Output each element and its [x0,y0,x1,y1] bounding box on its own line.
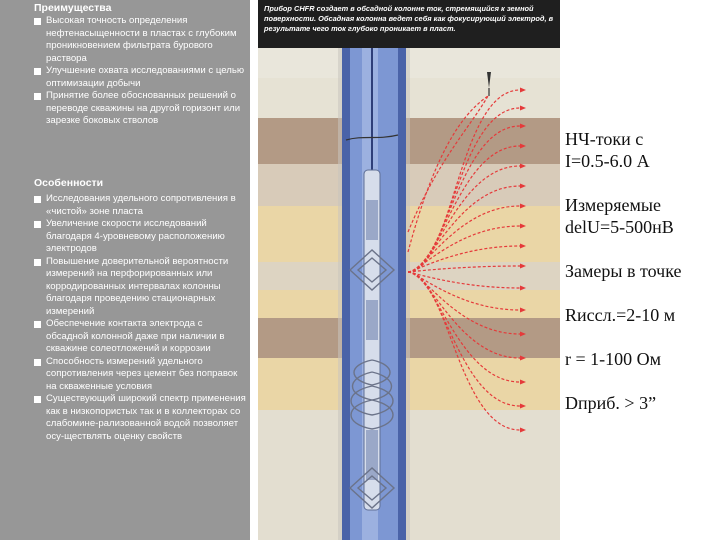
feature-item: Исследования удельного сопротивления в «чистой» зоне пласта [34,193,246,218]
param-line: Измеряемые [565,195,661,215]
caption-text: Прибор CHFR создает в обсадной колонне ток, стремящийся к земной поверхности. Обсадная колонна ведет себя как фокусирующий электрод, в результате чего ток глубоко проникает в пласт. [264,4,554,33]
info-panel [0,0,250,540]
feature-item: Существующий широкий спектр применения как в низкопористых так и в коллекторах со слабомине-рализованной водой позволяет осу-ществлять оценку свойств [34,393,246,443]
parameters-list [565,128,720,414]
square-bullet-icon [34,18,41,25]
param-line: НЧ-токи с [565,129,644,149]
param-line: delU=5-500нВ [565,217,674,237]
feature-item: Способность измерений удельного сопротивления через цемент без поправок на скваженные условия [34,356,246,394]
square-bullet-icon [34,93,41,100]
param-line: Rиссл.=2-10 м [565,305,676,325]
square-bullet-icon [34,396,41,403]
well-diagram [258,0,560,540]
feature-item: Обеспечение контакта электрода с обсадной колонной даже при наличии в скважине солеотложений и коррозии [34,318,246,356]
square-bullet-icon [34,196,41,203]
tool-section [366,300,378,340]
square-bullet-icon [34,221,41,228]
square-bullet-icon [34,359,41,366]
diagram-caption [258,0,560,48]
advantages-heading: Преимущества [34,2,112,14]
feature-item: Увеличение скорости исследований благодаря 4-уровневому расположению электродов [34,218,246,256]
param-line: Замеры в точке [565,261,682,281]
advantage-item: Высокая точность определения нефтенасыщенности в пластах с глубоким проникновением фильтрата бурового раствора [34,15,246,65]
features-list [34,193,246,443]
square-bullet-icon [34,321,41,328]
features-heading: Особенности [34,177,104,189]
advantage-item: Улучшение охвата исследованиями с целью оптимизации добычи [34,65,246,90]
param-line: r = 1-100 Ом [565,349,662,369]
feature-item: Повышение доверительной вероятности измерений на перфорированных или корродированных интервалах колонны благодаря проведению стационарных измерений [34,256,246,319]
param-line: Dприб. > 3” [565,393,657,413]
square-bullet-icon [34,68,41,75]
advantage-item: Принятие более обоснованных решений о переводе скважины на другой горизонт или зарезке боковых стволов [34,90,246,128]
tool-section [366,200,378,240]
square-bullet-icon [34,259,41,266]
advantages-list [34,15,246,128]
param-line: I=0.5-6.0 А [565,151,650,171]
